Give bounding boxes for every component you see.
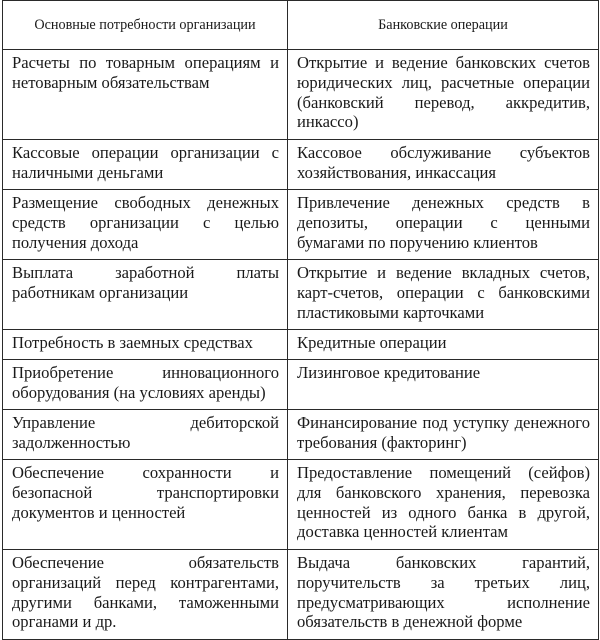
need-cell: Потребность в заемных средствах bbox=[3, 330, 288, 360]
needs-operations-table bbox=[2, 0, 599, 640]
need-cell: Размещение свободных денежных средств организации с целью получения дохода bbox=[3, 190, 288, 260]
table-row bbox=[3, 330, 599, 360]
need-cell: Обеспечение обязательств организаций перед контрагентами, другими банками, таможенными органами и др. bbox=[3, 550, 288, 640]
need-cell: Расчеты по товарным операциям и нетоварным обязательствам bbox=[3, 50, 288, 140]
operation-cell: Выдача банковских гарантий, поручительств за третьих лиц, предусматривающих исполнение обязательств в денежной форме bbox=[288, 550, 599, 640]
need-cell: Управление дебиторской задолженностью bbox=[3, 410, 288, 460]
operation-cell: Кредитные операции bbox=[288, 330, 599, 360]
table-row bbox=[3, 360, 599, 410]
need-cell: Обеспечение сохранности и безопасной транспортировки документов и ценностей bbox=[3, 460, 288, 550]
header-needs: Основные потребности организации bbox=[3, 1, 288, 50]
table-row bbox=[3, 260, 599, 330]
table-header-row bbox=[3, 1, 599, 50]
operation-cell: Кассовое обслуживание субъектов хозяйствования, инкассация bbox=[288, 140, 599, 190]
need-cell: Приобретение инновационного оборудования (на условиях аренды) bbox=[3, 360, 288, 410]
table-row bbox=[3, 50, 599, 140]
operation-cell: Лизинговое кредитование bbox=[288, 360, 599, 410]
operation-cell: Открытие и ведение банковских счетов юридических лиц, расчетные операции (банковский перевод, аккредитив, инкассо) bbox=[288, 50, 599, 140]
operation-cell: Открытие и ведение вкладных счетов, карт-счетов, операции с банковскими пластиковыми карточками bbox=[288, 260, 599, 330]
need-cell: Выплата заработной платы работникам организации bbox=[3, 260, 288, 330]
table-row bbox=[3, 550, 599, 640]
operation-cell: Финансирование под уступку денежного требования (факторинг) bbox=[288, 410, 599, 460]
operation-cell: Предоставление помещений (сейфов) для банковского хранения, перевозка ценностей из одного банка в другой, доставка ценностей клиентам bbox=[288, 460, 599, 550]
need-cell: Кассовые операции организации с наличными деньгами bbox=[3, 140, 288, 190]
table-row bbox=[3, 190, 599, 260]
table-row bbox=[3, 460, 599, 550]
table-row bbox=[3, 140, 599, 190]
table-row bbox=[3, 410, 599, 460]
operation-cell: Привлечение денежных средств в депозиты, операции с ценными бумагами по поручению клиентов bbox=[288, 190, 599, 260]
header-operations: Банковские операции bbox=[288, 1, 599, 50]
